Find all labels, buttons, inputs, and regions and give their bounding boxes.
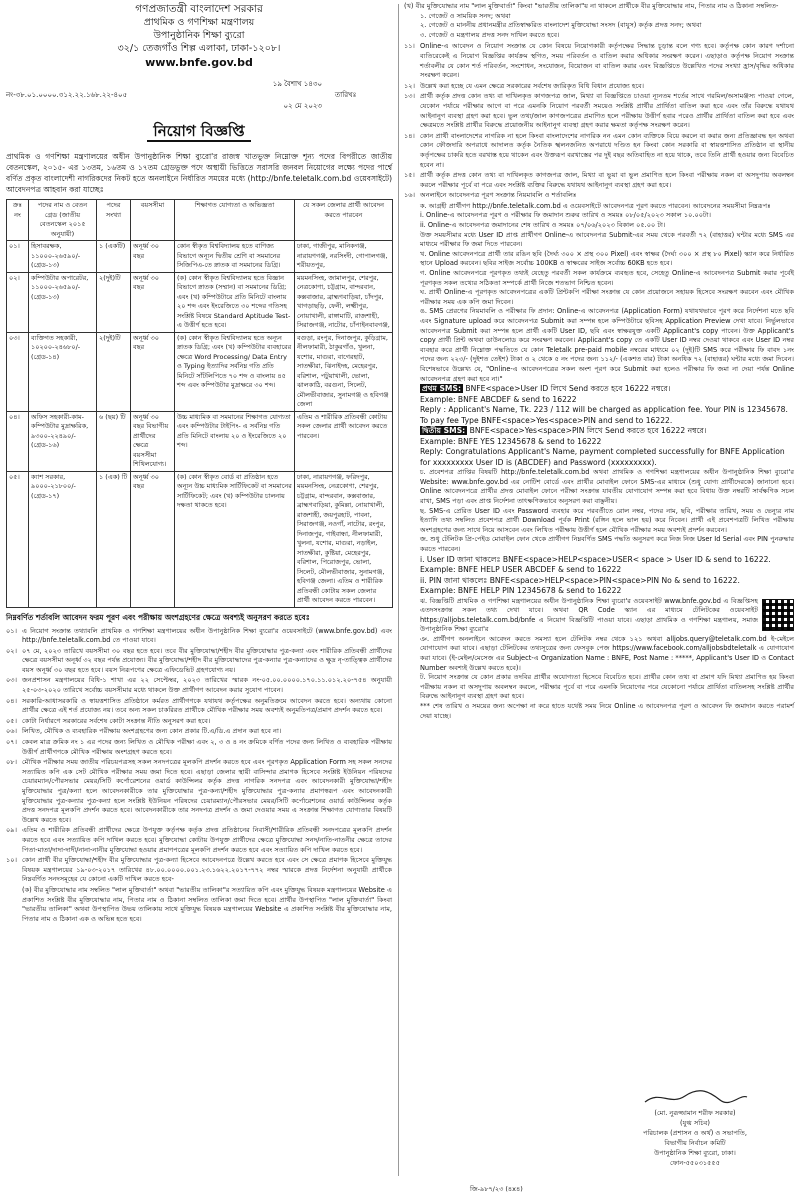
- column-divider: [398, 4, 399, 1176]
- list-item: [404, 92, 794, 130]
- help-pin: ii. PIN জানা থাকলেঃ BNFE<space>HELP<space>PIN<space>PIN No & send to 16222.: [420, 575, 740, 585]
- col-header: পদের নাম ও বেতন গ্রেড (জাতীয় বেতনস্কেল ২০১৫ অনুযায়ী): [29, 200, 97, 241]
- table-cell: উচ্চ মাধ্যমিক বা সমমানের শিক্ষাগত যোগ্যতা এবং কম্পিউটার টাইপিং- এ সর্বনিম্ন গতি প্রতি মিনিটে বাংলায় ২০ ও ইংরেজিতে ২০ শব্দ।: [175, 411, 295, 471]
- print-code: জি-৯৮৭/২৩ (৪x৪): [470, 1185, 523, 1193]
- signatory-committee: বিভাগীয় নির্বাচন কমিটি: [664, 1139, 726, 1147]
- item-number: ০৭।: [6, 738, 17, 747]
- table-cell: কোন স্বীকৃত বিশ্ববিদ্যালয় হতে বাণিজ্য বিভাগে অন্যূন দ্বিতীয় শ্রেণি বা সমমানের সিজিপিএ-তে স্নাতক বা সমমানের ডিগ্রি।: [175, 241, 295, 273]
- bureau-name: উপানুষ্ঠানিক শিক্ষা ব্যুরো: [153, 30, 245, 41]
- table-cell: ০৫।: [7, 471, 29, 607]
- item-text: প্রার্থী কর্তৃক প্রদত্ত কোন তথ্য বা দাখিলকৃত কাগজপত্র জাল, মিথ্যা বা বিজ্ঞপ্তিতে চাওয়া ন্যূনতম শর্তের সাথে গরমিল/অসামঞ্জস্য পাওয়া গেলে, যেকোন পর্যায়ে পরীক্ষার আগে বা পরে এমনকি নিয়োগ পরবর্তী সময়েও সংশ্লিষ্ট প্রার্থীর প্রার্থিতা বাতিল করা হবে এবং তাঁর বিরুদ্ধে যথাযথ আইনানুগ ব্যবস্থা গ্রহণ করা হবে। ভুল তথ্য/জাল কাগজপত্রের প্রমাণিত হলে পরীক্ষায় উত্তীর্ণ হবার পরেও প্রার্থীর প্রার্থিতা বাতিল করা হবে এবং ক্ষেত্রমতে সংশ্লিষ্ট প্রার্থীর বিরুদ্ধে প্রয়োজনীয় আইনানুগ ব্যবস্থা গ্রহণ করার ক্ষমতা কর্তৃপক্ষ সংরক্ষণ করেন।: [420, 92, 794, 130]
- signature-icon: [600, 1088, 790, 1108]
- item-text: উল্লেখ করা হচ্ছে যে এমন ক্ষেত্রে সরকারের সর্বশেষ জারিকৃত বিধি বিধান প্রযোজ্য হবে।: [420, 81, 645, 90]
- start-date: i. Online-এ আবেদনপত্র পূরণ ও পরীক্ষার ফি জমাদান শুরুর তারিখ ও সময়ঃ ০৮/০৫/২০২৩ সকাল ১০.০০টা।: [420, 211, 711, 220]
- govt-name: গণপ্রজাতন্ত্রী বাংলাদেশ সরকার: [135, 3, 263, 15]
- sms1-label: প্রথম SMS:: [422, 384, 461, 394]
- condition-kha: (খ) বীর মুক্তিযোদ্ধার নাম "লাল মুক্তিবার্তা" কিংবা "ভারতীয় তালিকা"য় না থাকলে প্রার্থীকে বীর মুক্তিযোদ্ধার নাম, পিতার নাম ও ঠিকানা সম্বলিত-: [404, 2, 779, 10]
- col-header: বয়সসীমা: [131, 200, 175, 241]
- sms2-line: [404, 426, 794, 437]
- memo-number: নং-৩৮.০১.০০০০.৩১২.২২.১৬৮.২২-৪০৫: [6, 91, 128, 99]
- col-header: যে সকল জেলার প্রার্থী আবেদন করতে পারবেন: [295, 200, 393, 241]
- sub-item: ২. গেজেট ও মাননীয় প্রধানমন্ত্রীর প্রতিস্বাক্ষরিত বাংলাদেশ মুক্তিযোদ্ধা সংসদ (বাযুস) কর্তৃক প্রদত্ত সনদ; অথবা: [420, 21, 702, 30]
- table-header-row: [7, 200, 393, 241]
- item-number: ১২।: [404, 81, 415, 90]
- list-item: [6, 627, 392, 646]
- left-column: [6, 2, 392, 925]
- item-number: ০৩।: [6, 676, 17, 685]
- notice-title: নিয়োগ বিজ্ঞপ্তি: [147, 122, 250, 142]
- item-number: ০৮।: [6, 758, 17, 767]
- table-cell: (ক) কোন স্বীকৃত বোর্ড বা প্রতিষ্ঠান হতে অন্যূন উচ্চ মাধ্যমিক সার্টিফিকেট বা সমমানের সার্টিফিকেট; এবং (খ) কম্পিউটার চালনায় দক্ষতা থাকতে হবে।: [175, 471, 295, 607]
- item-text: ০৭ মে, ২০২৩ তারিখে বয়সসীমা ৩০ বছর হতে হবে। তবে বীর মুক্তিযোদ্ধা/শহীদ বীর মুক্তিযোদ্ধার পুত্র-কন্যা এবং শারীরিক প্রতিবন্ধী প্রার্থীদের ক্ষেত্রে বয়সসীমা অনূর্ধ্ব ৩২ বছর পর্যন্ত প্রযোজ্য। বীর মুক্তিযোদ্ধা/শহীদ বীর মুক্তিযোদ্ধাদের পুত্র-কন্যার পুত্র-কন্যাদের ও ক্ষুদ্র নৃ-তাত্ত্বিক প্রার্থীদের বয়স অনূর্ধ্ব ৩০ বছর হতে হবে। বয়স নিরূপণের ক্ষেত্রে এফিডেভিট গ্রহণযোগ্য নয়।: [22, 646, 392, 674]
- table-row: [7, 332, 393, 411]
- item-text: কোন প্রার্থী বাংলাদেশের নাগরিক না হলে কিংবা বাংলাদেশের নাগরিক নন এমন কোন ব্যক্তিকে বিয়ে করলে বা করার জন্য প্রতিজ্ঞাবদ্ধ হন অথবা কোন ফৌজদারি অপরাধে আদালত কর্তৃক নৈতিক স্খলনজনিত অপরাধে দণ্ডিত হন কিংবা কোন সরকারি বা স্বায়ত্তশাসিত প্রতিষ্ঠান বা স্থানীয় কর্তৃপক্ষের চাকরি হতে বরখাস্ত হয়ে থাকেন এবং উক্তরূপ বরখাস্তের পর দুই বছর অতিবাহিত না হয়ে থাকে, তবে তিনি প্রার্থী হওয়ার জন্য বিবেচিত হবেন না।: [420, 131, 794, 169]
- signatory-phone: ফোন-৫৫০৩১৫৫৫: [670, 1159, 720, 1167]
- signatory-post: পরিচালক (প্রশাসন ও অর্থ) ও সভাপতি,: [643, 1129, 747, 1137]
- memo-row: [6, 90, 392, 100]
- item-text: কোন প্রার্থী বীর মুক্তিযোদ্ধা/শহীদ বীর মুক্তিযোদ্ধার পুত্র-কন্যা হিসেবে আবেদনপত্রে উল্লেখ করতে হবে এবং সে ক্ষেত্রে প্রমাণক হিসেবে মুক্তিযুদ্ধ বিষয়ক মন্ত্রণালয়ের ১৯-০৩-২০১৭ তারিখের ৪৮.০০.০০০০.০০১.২৩.১৬২২.২০১৭-৭৭২ নম্বর স্মারকে প্রদত্ত নির্দেশনা অনুযায়ী প্রার্থীকে নিম্নবর্ণিত সনদসমূহের যে কোনো একটি দাখিল করতে হবে-: [22, 856, 392, 884]
- right-column: [404, 2, 794, 721]
- table-cell: অনূর্ধ্ব ৩০ বছর: [131, 471, 175, 607]
- advice-note: *** শেষ তারিখ ও সময়ের জন্য অপেক্ষা না করে হাতে যথেষ্ট সময় নিয়ে Online এ আবেদনপত্র পূরণ ও আবেদন ফি জমাদান করতে পরামর্শ দেয়া যাচ্ছে।: [420, 702, 794, 720]
- online-rule-cha: চ. প্রবেশপত্র প্রাপ্তির বিষয়টি http://bnfe.teletalk.com.bd অথবা প্রাথমিক ও গণশিক্ষা মন্ত্রণালয়ের অধীন উপানুষ্ঠানিক শিক্ষা ব্যুরো'র Website: www.bnfe.gov.bd এর নোটিশ বোর্ডে এবং প্রার্থীর মোবাইল ফোনে SMS-এর মাধ্যমে (শুধু যোগ্য প্রার্থীদেরকে) জানানো হবে। Online আবেদনপত্রে প্রার্থীর প্রদত্ত মোবাইল ফোনে পরীক্ষা সংক্রান্ত যাবতীয় যোগাযোগ সম্পন্ন করা হবে বিধায় উক্ত নম্বরটি সার্বক্ষণিক সচল রাখা, SMS পড়া এবং প্রাপ্ত নির্দেশনা তাৎক্ষণিকভাবে অনুসরণ করা বাঞ্ছনীয়।: [420, 468, 794, 505]
- col-header: ক্রঃ নং: [7, 200, 29, 241]
- item-text: লিখিত, মৌখিক ও ব্যবহারিক পরীক্ষায় অংশগ্রহণের জন্য কোন প্রকার টি.এ/ডি.এ প্রদান করা হবে না।: [22, 727, 282, 736]
- online-rule-ka: ক. আগ্রহী প্রার্থীগণ http://bnfe.teletalk.com.bd এ ওয়েবসাইটে আবেদনপত্র পূরণ করতে পারবেন। আবেদনের সময়সীমা নিম্নরূপঃ: [420, 201, 771, 210]
- table-cell: (ক) কোন স্বীকৃত বিশ্ববিদ্যালয় হতে অন্যূন স্নাতক ডিগ্রি; এবং (খ) কম্পিউটার ব্যবহারের ক্ষেত্রে Word Processing/ Data Entry ও Typing ইত্যাদির সর্বনিম্ন গতি প্রতি মিনিটে সাঁটলিপিতে ৭০ শব্দ ও বাংলায় ৪৫ শব্দ এবং কম্পিউটার মুদ্রাক্ষরে ৩০ শব্দ।: [175, 332, 295, 411]
- intro-paragraph: প্রাথমিক ও গণশিক্ষা মন্ত্রণালয়ের অধীন উপানুষ্ঠানিক শিক্ষা ব্যুরো'র রাজস্ব খাতভুক্ত নিম্নোক্ত শূন্য পদের বিপরীতে জাতীয় বেতনস্কেল, ২০১৫- এর ১৩তম, ১৬তম ও ১৭তম গ্রেডভুক্ত পদে অস্থায়ী ভিত্তিতে সরাসরি জনবল নিয়োগের লক্ষ্যে পদের পার্শ্বে বর্ণিত প্রকৃত বাংলাদেশী নাগরিকদের নিকট হতে অনলাইনে নির্ধারিত সময়ের মধ্যে (http://bnfe.teletalk.com.bd ওয়েবসাইটে) আবেদনপত্র আহবান করা যাচ্ছেঃ: [6, 152, 392, 194]
- help-pin-example: Example: BNFE HELP PIN 12345678 & send to 16222: [420, 586, 622, 595]
- online-rule-nya: ঞ. প্রার্থীগণ অনলাইনে আবেদন করতে সমস্যা হলে টেলিটক নম্বর থেকে ১২১ অথবা alljobs.query@teletalk.com.bd ই-মেইলে যোগাযোগ করা যাবে। এছাড়া টেলিটকের তথ্যসূত্রের জন্য ফেসবুক পেজ https://www.facebook.com/alljobsbdteletalk এ যোগাযোগ করা যাবে। (ই-মেইল/মেসেজ এর Subject-এ Organization Name : BNFE, Post Name : *****, Applicant's User ID ও Contact Number অবশ্যই উল্লেখ করতে হবে)।: [420, 634, 794, 672]
- item-number: ১৩।: [404, 92, 415, 101]
- item-number: ১৫।: [404, 171, 415, 180]
- table-cell: বগুড়া, রংপুর, দিনাজপুর, কুড়িগ্রাম, নীলফামারী, ঠাকুরগাঁও, খুলনা, যশোর, মাগুরা, বাগেরহাট, সাতক্ষীরা, ঝিনাইদহ, মেহেরপুর, বরিশাল, পটুয়াখালী, ভোলা, ঝালকাঠি, বরগুনা, সিলেট, মৌলভীবাজার, সুনামগঞ্জ ও হবিগঞ্জ জেলা: [295, 332, 393, 411]
- item-number: ০১।: [6, 626, 17, 635]
- table-cell: ০৪।: [7, 411, 29, 471]
- date-english: ০২ মে ২০২৩: [283, 102, 322, 110]
- online-rule-uma: ঙ. SMS প্রেরণের নিয়মাবলি ও পরীক্ষার ফি প্রদান: Online-এ আবেদনপত্র (Application Form) যথাযথভাবে পূরণ করে নির্দেশনা মতে ছবি এবং Signature upload করে আবেদনপত্র Submit করা সম্পন্ন হলে কম্পিউটারে ছবিসহ Application Preview দেখা যাবে। নির্ভুলভাবে আবেদনপত্র Submit করা সম্পন্ন হলে প্রার্থী একটি User ID, ছবি এবং স্বাক্ষরযুক্ত একটি Applicant's copy পাবেন। উক্ত Applicant's copy প্রার্থী প্রিন্ট অথবা ডাউনলোড করে সংরক্ষণ করবেন। Applicant's copy তে একটি User ID নম্বর দেওয়া থাকবে এবং User ID নম্বর ব্যবহার করে প্রার্থী নিম্নোক্ত পদ্ধতিতে যে কোন Teletalk pre-paid mobile নম্বরের মাধ্যমে ০২ (দুই)টি SMS করে পরীক্ষার ফি বাবদ ১নং পদের জন্য ২২৩/- (দুইশত তেইশ) টাকা ও ২ থেকে ৫ নং পদের জন্য ১১২/- (একশত বার) টাকা অনধিক ৭২ (বাহাত্তর) ঘন্টার মধ্যে জমা দিবেন। বিশেষভাবে উল্লেখ্য যে, "Online-এ আবেদনপত্রের সকল অংশ পূরণ করে Submit করা হলেও পরীক্ষার ফি জমা না দেয়া পর্যন্ত Online আবেদনপত্র গ্রহণ করা হবে না।": [420, 307, 794, 383]
- item-text: অনলাইনে আবেদনপত্র পূরণ সংক্রান্ত নিয়মাবলি ও শর্তাবলিঃ: [420, 191, 577, 200]
- conditions-list: [6, 627, 392, 925]
- list-item: [404, 171, 794, 190]
- notice-title-wrap: [6, 120, 392, 145]
- end-date: ii. Online-এ আবেদনপত্র জমাদানের শেষ তারিখ ও সময়ঃ ০৭/০৬/২০২৩ বিকাল ০৫.০০ টা।: [420, 221, 666, 230]
- table-cell: ঢাকা, নারায়ণগঞ্জ, ফরিদপুর, ময়মনসিংহ, নেত্রকোণা, শেরপুর, চট্টগ্রাম, বান্দরবান, কক্সবাজার, ব্রাহ্মণবাড়িয়া, কুমিল্লা, নোয়াখালী, রাজশাহী, জয়পুরহাট, পাবনা, সিরাজগঞ্জ, নওগাঁ, নাটোর, রংপুর, দিনাজপুর, গাইবান্ধা, নীলফামারী, খুলনা, যশোর, মাগুরা, নড়াইল, সাতক্ষীরা, কুষ্টিয়া, মেহেরপুর, বরিশাল, পিরোজপুর, ভোলা, সিলেট, মৌলভীবাজার, সুনামগঞ্জ, হবিগঞ্জ জেলা। এতিম ও শারীরিক প্রতিবন্ধী কোটায় সকল জেলার প্রার্থী আবেদন করতে পারবেন।: [295, 471, 393, 607]
- conditions-title: নিম্নবর্ণিত শর্তাবলি আবেদন ফরম পূরণ এবং পরীক্ষায় অংশগ্রহণের ক্ষেত্রে অবশ্যই অনুসরণ করতে হবেঃ: [6, 612, 310, 622]
- online-rule-ta: ট. নিয়োগ সংক্রান্ত যে কোন প্রকার তদবির প্রার্থীর অযোগ্যতা হিসেবে বিবেচিত হবে। প্রার্থীর কোন তথ্য বা প্রমাণ যদি মিথ্যা প্রমাণিত হয় কিংবা পরীক্ষায় নকল বা অসদুপায় অবলম্বন করলে, পরীক্ষার পূর্বে বা পরে এমনকি নিয়োগের পরে যেকোনো পর্যায়ে প্রার্থিতা বাতিলসহ সংশ্লিষ্ট প্রার্থীর বিরুদ্ধে আইনানুগ ব্যবস্থা গ্রহণ করা হবে।: [420, 673, 794, 701]
- table-cell: ১ (একটি): [97, 241, 131, 273]
- item-text: সরকারি-আধাসরকারি ও স্বায়ত্তশাসিত প্রতিষ্ঠানে কর্মরত প্রার্থীগণকে যথাযথ কর্তৃপক্ষের অনুমতিক্রমে আবেদন করতে হবে। অন্যথায় কোনো প্রার্থীর ক্ষেত্রে এই শর্ত প্রযোজ্য নয়। তবে অন্য সকল চাকরিরত প্রার্থীকে মৌখিক পরীক্ষার সময় অবশ্যই অনুমতিপত্র/প্রমাণ প্রদর্শন করতে হবে।: [22, 696, 392, 715]
- posts-table: [6, 199, 393, 608]
- date-label: তারিখঃ: [334, 91, 357, 99]
- fee-window-note: উক্ত সময়সীমার মধ্যে User ID প্রাপ্ত প্রার্থীগণ Online-এ আবেদনপত্র Submit-এর সময় থেকে পরবর্তী ৭২ (বাহাত্তর) ঘন্টার মধ্যে SMS এর মাধ্যমে পরীক্ষার ফি জমা দিতে পারবেন।: [420, 230, 794, 249]
- qr-code-icon[interactable]: [762, 599, 794, 631]
- table-cell: অনূর্ধ্ব ৩০ বছর বিভাগীয় প্রার্থীদের ক্ষেত্রে বয়সসীমা শিথিলযোগ্য।: [131, 411, 175, 471]
- list-item: [404, 132, 794, 170]
- list-item: [6, 647, 392, 676]
- sms2-example: Example: BNFE YES 12345678 & send to 16222: [420, 436, 602, 446]
- signatory-org: উপানুষ্ঠানিক শিক্ষা ব্যুরো, ঢাকা।: [654, 1149, 736, 1157]
- table-cell: অফিস সহকারী-কাম-কম্পিউটার মুদ্রাক্ষরিক, ৯৩০০-২২৪৯০/- (গ্রেড-১৬): [29, 411, 97, 471]
- list-item: [404, 42, 794, 80]
- table-row: [7, 272, 393, 332]
- sub-item: ১. গেজেট ও সাময়িক সনদ; অথবা: [420, 11, 511, 20]
- sms1-example: Example: BNFE ABCDEF & send to 16222: [420, 394, 577, 404]
- item-text: জনপ্রশাসন মন্ত্রণালয়ের বিধি-১ শাখা এর ২২ সেপ্টেম্বর, ২০২৩ তারিখের স্মারক নং-০৫.০০.০০০০.১৭০.১১.০১২.২০-৭৫৪ অনুযায়ী ২৫-০৩-২০২০ তারিখে সর্বোচ্চ বয়সসীমার মধ্যে থাকলে উক্ত প্রার্থীগণ আবেদন করার সুযোগ পাবেন।: [22, 676, 392, 695]
- table-cell: কম্পিউটার অপারেটর, ১১০০০-২৬৫৯০/- (গ্রেড-১৩): [29, 272, 97, 332]
- table-cell: হিসাবরক্ষক, ১১০০০-২৬৫৯০/- (গ্রেড-১৩): [29, 241, 97, 273]
- sms2-command: BNFE<space>Yes<space>PIN লিখে Send করতে হবে 16222 নম্বরে।: [469, 426, 707, 436]
- item-text: এতিম ও শারীরিক প্রতিবন্ধী প্রার্থীদের ক্ষেত্রে উপযুক্ত কর্তৃপক্ষ কর্তৃক প্রদত্ত প্রতিষ্ঠানের নিবাসী/শারীরিক প্রতিবন্ধী সনদপত্রের মূলকপি প্রদর্শন করতে হবে এবং সত্যায়িত কপি দাখিল করতে হবে। মুক্তিযোদ্ধা কোটায় উপযুক্ত প্রার্থীদের ক্ষেত্রে মুক্তিযোদ্ধা সনদ/নাতি-নাতনীর ক্ষেত্রে তাদের পিতা-মাতা/দাদা-দাদী/নানা-নানীর মুক্তিযোদ্ধা হওয়ার প্রমাণপত্রের মূলকপি প্রদর্শন করতে হবে এবং সত্যায়িত কপি দাখিল করতে হবে।: [22, 826, 392, 854]
- sms2-reply: Reply: Congratulations Applicant's Name, payment completed successfully for BNFE Application for xxxxxxxxx User ID is (ABCDEF) and Password (xxxxxxxxx).: [420, 447, 785, 467]
- help-user-id: i. User ID জানা থাকলেঃ BNFE<space>HELP<space>USER< space > User ID & send to 16222.: [420, 554, 771, 564]
- sms1-reply: Reply : Applicant's Name, Tk. 223 / 112 will be charged as application fee. Your PIN is 12345678. To pay fee Type BNFE<space>Yes<space>PIN and send to 16222.: [420, 405, 788, 425]
- sms2-label: দ্বিতীয় SMS:: [422, 426, 466, 436]
- item-text: প্রার্থী কর্তৃক প্রদত্ত কোন তথ্য বা দাখিলকৃত কাগজপত্র জাল, মিথ্যা বা ভুয়া বা ভুল প্রমাণিত হলে কিংবা পরীক্ষায় নকল বা অসদুপায় অবলম্বন করলে পরীক্ষার পূর্বে বা পরে এবং সংশ্লিষ্ট ব্যক্তির বিরুদ্ধে যথাযথ আইনানুগ ব্যবস্থা গ্রহণ করা হবে।: [420, 171, 794, 189]
- table-cell: ব্যক্তিগত সহকারী, ১০২০০-২৪৬৮০/- (গ্রেড-১৪): [29, 332, 97, 411]
- online-rule-ja: জ. শুধু টেলিটক প্রি-পেইড মোবাইল ফোন থেকে প্রার্থীগণ নিম্নবর্ণিত SMS পদ্ধতি অনুসরণ করে নিজ নিজ User Id Serial এবং PIN পুনরুদ্ধার করতে পারবেন।: [420, 535, 794, 553]
- list-item: [6, 697, 392, 716]
- table-cell: ময়মনসিংহ, জামালপুর, শেরপুর, নেত্রকোণা, চট্টগ্রাম, বান্দরবান, কক্সবাজার, ব্রাহ্মণবাড়িয়া, চাঁদপুর, খাগড়াছড়ি, ফেনী, লক্ষ্মীপুর, নোয়াখালী, রাঙ্গামাটি, রাজশাহী, সিরাজগঞ্জ, নাটোর, চাঁপাইনবাবগঞ্জ,: [295, 272, 393, 332]
- list-item: [404, 191, 794, 201]
- online-rule-gha: ঘ. প্রার্থী Online-এ পূরণকৃত আবেদনপত্রের একটি প্রিন্টকপি পরীক্ষা সংক্রান্ত যে কোন প্রয়োজনে সহায়ক হিসেবে সংরক্ষণ করবেন এবং মৌখিক পরীক্ষার সময় এক কপি জমা দিবেন।: [420, 288, 794, 306]
- list-item: [6, 856, 392, 885]
- online-rule-jha: [404, 597, 794, 635]
- list-item: [6, 738, 392, 757]
- sms1-command: BNFE<space>User ID লিখে Send করতে হবে 16222 নম্বরে।: [465, 384, 671, 394]
- table-cell: অনূর্ধ্ব ৩০ বছর: [131, 332, 175, 411]
- online-rule-ga: গ. Online আবেদনপত্রে পূরণকৃত তথ্যই যেহেতু পরবর্তী সকল কার্যক্রমে ব্যবহৃত হবে, সেহেতু Online-এ আবেদনপত্র Submit করার পূর্বেই পূরণকৃত সকল তথ্যের সঠিকতা সম্পর্কে প্রার্থী নিজে শতভাগ নিশ্চিত হবেন।: [420, 269, 794, 287]
- date-bangla: ১৯ বৈশাখ ১৪৩০: [272, 80, 322, 88]
- item-number: ১৪।: [404, 131, 415, 140]
- list-item: [6, 727, 392, 737]
- col-header: পদের সংখ্যা: [97, 200, 131, 241]
- table-row: [7, 241, 393, 273]
- table-cell: ২(দুই)টি: [97, 272, 131, 332]
- table-cell: অনূর্ধ্ব ৩০ বছর: [131, 272, 175, 332]
- letterhead: [6, 2, 392, 70]
- item-number: ০৪।: [6, 696, 17, 705]
- bureau-address: ৩২/১ তেজগাঁও শিল্প এলাকা, ঢাকা-১২০৮।: [117, 43, 281, 54]
- item-text: কেবল মাত্র ক্রমিক নং ১ এর পদের জন্য লিখিত ও মৌখিক পরীক্ষা এবং ২, ৩ ও ৪ নং ক্রমিকে বর্ণিত পদের জন্য লিখিত ও ব্যবহারিক পরীক্ষায় উত্তীর্ণ প্রার্থীগণকে মৌখিক পরীক্ষায় অংশগ্রহণ করতে হবে।: [22, 738, 392, 756]
- online-rule-chha: ছ. SMS-এ প্রেরিত User ID এবং Password ব্যবহার করে পরবর্তীতে রোল নম্বর, পদের নাম, ছবি, পরীক্ষার তারিখ, সময় ও ভেন্যুর নাম ইত্যাদি তথ্য সম্বলিত প্রবেশপত্র প্রার্থী Download পূর্বক Print (রঙ্গিন হলে ভাল হয়) করে নিবেন। প্রার্থী এই প্রবেশপত্রটি লিখিত পরীক্ষায় অংশগ্রহণের জন্য সাথে নিয়ে আসবেন এবং লিখিত পরীক্ষায় উত্তীর্ণ হলে মৌখিক পরীক্ষার সময় অবশ্যই প্রদর্শন করবেন।: [420, 506, 794, 534]
- list-item: [6, 758, 392, 825]
- table-cell: (ক) কোন স্বীকৃত বিশ্ববিদ্যালয় হতে বিজ্ঞান বিভাগে স্নাতক (সম্মান) বা সমমানের ডিগ্রি; এবং (খ) কম্পিউটারে প্রতি মিনিটে বাংলায় ২০ শব্দ এবং ইংরেজিতে ৩০ শব্দের গতিসহ সংশ্লিষ্ট বিষয়ে Standard Aptitude Test-এ উত্তীর্ণ হতে হবে।: [175, 272, 295, 332]
- table-cell: এতিম ও শারীরিক প্রতিবন্ধী কোটায় সকল জেলার প্রার্থী আবেদন করতে পারবেন।: [295, 411, 393, 471]
- item-number: ১৬।: [404, 191, 415, 200]
- item-number: ০৫।: [6, 716, 17, 725]
- table-cell: ১ (এক) টি: [97, 471, 131, 607]
- table-cell: ২(দুই)টি: [97, 332, 131, 411]
- online-rule-kha: খ. Online আবেদনপত্রে প্রার্থী তার রঙিন ছবি (দৈর্ঘ্য ৩০০ × প্রস্থ ৩০০ Pixel) এবং স্বাক্ষর (দৈর্ঘ্য ৩০০ × প্রস্থ ৮০ Pixel) স্ক্যান করে নির্ধারিত স্থানে Upload করবেন। ছবির সাইজ সর্বোচ্চ 100KB ও স্বাক্ষরের সাইজ সর্বোচ্চ 60KB হতে হবে।: [420, 249, 794, 268]
- table-cell: ০৩।: [7, 332, 29, 411]
- list-item: [6, 717, 392, 727]
- item-number: [6, 886, 22, 924]
- item-text: এ নিয়োগ সংক্রান্ত তথ্যাবলি প্রাথমিক ও গণশিক্ষা মন্ত্রণালয়ের অধীন উপানুষ্ঠানিক শিক্ষা ব্যুরো'র ওয়েবসাইটে (www.bnfe.gov.bd) এবং http://bnfe.teletalk.com.bd তে পাওয়া যাবে।: [22, 626, 392, 645]
- table-cell: ০১।: [7, 241, 29, 273]
- col-header: শিক্ষাগত যোগ্যতা ও অভিজ্ঞতা: [175, 200, 295, 241]
- item-number: ১০।: [6, 856, 17, 865]
- table-cell: অনূর্ধ্ব ৩০ বছর: [131, 241, 175, 273]
- item-text: Online-এ আবেদন ও নিয়োগ সংক্রান্ত যে কোন বিষয়ে নিয়োগকারী কর্তৃপক্ষের সিদ্ধান্ত চূড়ান্ত বলে গণ্য হবে। কর্তৃপক্ষ কোন কারণ দর্শানো ব্যতিরেকেই এ নিয়োগ বিজ্ঞপ্তির কার্যক্রম স্থগিত, সময় পরিবর্তন ও বাতিল করার অধিকার সংরক্ষণ করেন। এছাড়াও কর্তৃপক্ষ নিয়োগ সংক্রান্ত শর্তাবলীর যে কোন শর্ত পরিবর্তন, সংশোধন, সংযোজন, বিয়োজন বা বাতিল করার এবং বিজ্ঞপ্তিতে উল্লেখিত পদের সংখ্যা হ্রাস/বৃদ্ধির অধিকার সংরক্ষণ করেন।: [420, 42, 794, 80]
- item-number: ০২।: [6, 646, 17, 655]
- sub-item: ৩. গেজেট ও মন্ত্রণালয় প্রদত্ত সনদ দাখিল করতে হবে।: [420, 30, 560, 39]
- list-item: [6, 676, 392, 695]
- item-number: ০৯।: [6, 826, 17, 835]
- list-item: [6, 886, 392, 924]
- item-number: ০৬।: [6, 727, 17, 736]
- signatory-designation: (যুগ্ম সচিব): [680, 1119, 710, 1127]
- item-text: (ক) বীর মুক্তিযোদ্ধার নাম সম্বলিত "লাল মুক্তিবার্তা" অথবা "ভারতীয় তালিকা"র সত্যায়িত কপি এবং মুক্তিযুদ্ধ বিষয়ক মন্ত্রণালয়ের Website এ প্রকাশিত সংশ্লিষ্ট বীর মুক্তিযোদ্ধার নাম, পিতার নাম ও ঠিকানা সম্বলিত তালিকা জমা দিতে হবে। প্রার্থীর উপস্থাপিত "লাল মুক্তিবার্তা" কিংবা "ভারতীয় তালিকা" অথবা উপস্থাপিত উভয় তালিকায় সাথে মুক্তিযুদ্ধ বিষয়ক মন্ত্রণালয়ের Website এ প্রকাশিত সংশ্লিষ্ট বীর মুক্তিযোদ্ধার নাম, পিতার নাম ও ঠিকানা এক ও অভিন্ন হতে হবে।: [22, 885, 392, 923]
- item-text: কোটা নির্ধারণে সরকারের সর্বশেষ কোটা সংক্রান্ত নীতি অনুসরণ করা হবে।: [22, 716, 211, 725]
- help-user-example: Example: BNFE HELP USER ABCDEF & send to 16222: [420, 565, 622, 574]
- table-row: [7, 411, 393, 471]
- item-number: ১১।: [404, 42, 415, 51]
- list-item: [6, 826, 392, 855]
- signature-block: [600, 1088, 790, 1168]
- item-text: মৌখিক পরীক্ষার সময় জাতীয় পরিচয়পত্রসহ সকল সনদপত্রের মূলকপি প্রদর্শন করতে হবে এবং পূরণকৃত Application Form সহ সকল সনদের সত্যায়িত কপি এক সেট মৌখিক পরীক্ষার সময় জমা দিতে হবে। এছাড়া জেলার স্থায়ী বাসিন্দার প্রমাণক হিসেবে সংশ্লিষ্ট ইউনিয়ন পরিষদের চেয়ারম্যান/পৌরসভার মেয়র/সিটি কর্পোরেশনের ওয়ার্ড কাউন্সিলর কর্তৃক প্রদত্ত নাগরিক সনদপত্র এবং আবেদনকারী মুক্তিযোদ্ধা/শহীদ মুক্তিযোদ্ধার পুত্র/কন্যা হলে আবেদনকারীকে তার মুক্তিযোদ্ধার পুত্র-কন্যা/শহীদ মুক্তিযোদ্ধার পুত্র-কন্যার প্রমাণস্বরূপ এবং আবেদনকারী মুক্তিযোদ্ধার পুত্র-কন্যার পুত্র-কন্যা হলে সংশ্লিষ্ট ইউনিয়ন পরিষদের চেয়ারম্যান/পৌরসভার মেয়র/সিটি কর্পোরেশনের ওয়ার্ড কাউন্সিলর কর্তৃক প্রদত্ত সনদপত্র মূলকপি প্রদর্শন করতে হবে। আবেদনকারীকে তার সনদপত্র প্রদর্শন ও জমা দেওয়ার সময় এ সংক্রান্ত শিক্ষাগত যোগ্যতার বিষয়টি উল্লেখ করতে হবে।: [22, 758, 392, 824]
- table-cell: ৬ (ছয়) টি: [97, 411, 131, 471]
- ministry-name: প্রাথমিক ও গণশিক্ষা মন্ত্রণালয়: [143, 17, 255, 28]
- sms1-line: [404, 384, 794, 395]
- table-cell: ০২।: [7, 272, 29, 332]
- table-cell: ঢাকা, গাজীপুর, মানিকগঞ্জ, নারায়ণগঞ্জ, নরসিংদী, গোপালগঞ্জ, শরীয়তপুর,: [295, 241, 393, 273]
- table-row: [7, 471, 393, 607]
- rule-jha-text: ঝ. বিজ্ঞপ্তিটি প্রাথমিক ও গণশিক্ষা মন্ত্রণালয়ের অধীন উপানুষ্ঠানিক শিক্ষা ব্যুরো'র ওয়েবসাইট www.bnfe.gov.bd এ বিজ্ঞপ্তিসহ এতদসংক্রান্ত সকল তথ্য দেখা যাবে। অথবা QR Code স্ক্যান এর মাধ্যমে টেলিটকের ওয়েবসাইট https://alljobs.teletalk.com.bd/bnfe এ নিয়োগ বিজ্ঞপ্তিটি পাওয়া যাবে। এছাড়া প্রাথমিক ও গণশিক্ষা মন্ত্রণালয়, সমাজ উপানুষ্ঠানিক শিক্ষা ব্যুরো'র: [420, 596, 758, 634]
- signatory-name: (মো. নুরূজ্জামান শরীফ সরকার): [654, 1109, 736, 1117]
- website-link[interactable]: www.bnfe.gov.bd: [145, 56, 253, 69]
- table-cell: ক্যাশ সরকার, ৯০০০-২১৮০০/- (গ্রেড-১৭): [29, 471, 97, 607]
- list-item: [404, 82, 794, 92]
